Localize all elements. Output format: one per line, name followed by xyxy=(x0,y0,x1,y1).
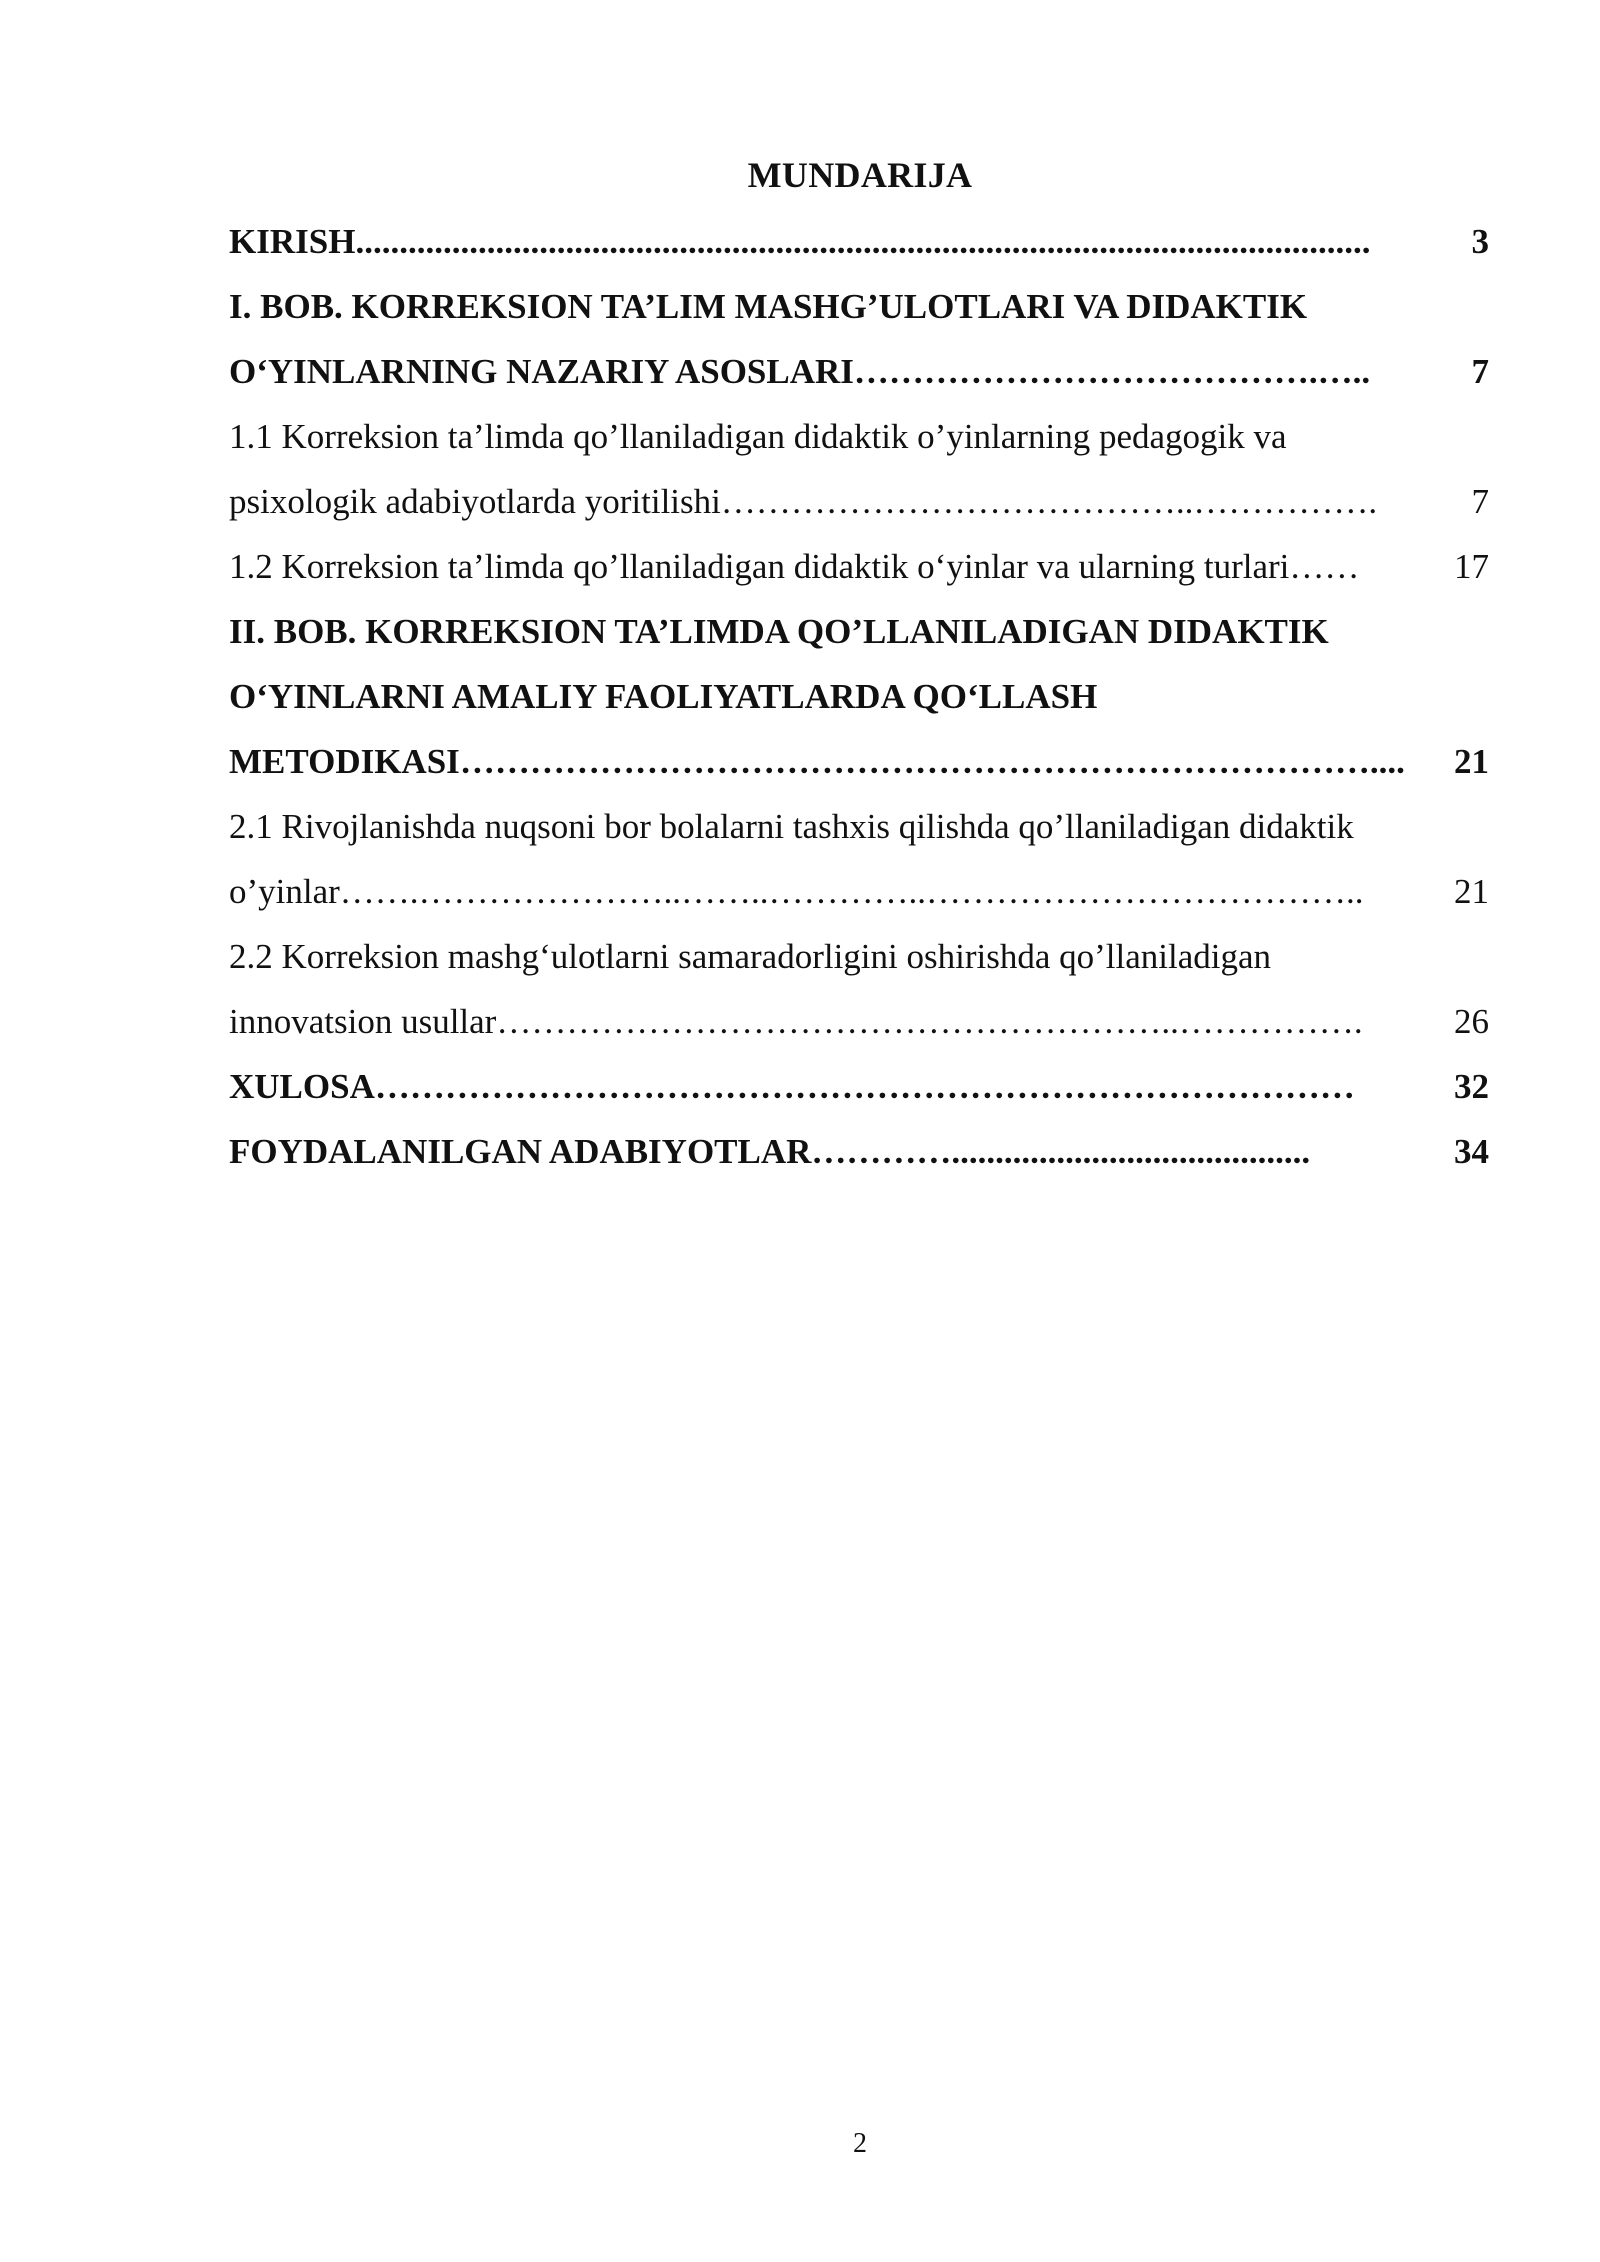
toc-page-number: 3 xyxy=(1471,222,1489,261)
toc-page-number: 7 xyxy=(1471,482,1489,521)
toc-section-2-2-line-1: 2.2 Korreksion mashg‘ulotlarni samaradorligini oshirishda qo’llaniladigan xyxy=(229,937,1272,976)
toc-leader-dots: …………………………………..……………. xyxy=(720,482,1378,521)
toc-chapter-2-line-2: O‘YINLARNI AMALIY FAOLIYATLARDA QO‘LLASH xyxy=(229,677,1098,716)
toc-page-number: 21 xyxy=(1454,742,1489,781)
toc-section-1-1-line-2 xyxy=(229,469,1489,534)
toc-leader-dots: .................................................................................................................... xyxy=(355,222,1371,261)
toc-page-number: 21 xyxy=(1454,872,1489,911)
toc-entry-label: XULOSA xyxy=(229,1067,375,1106)
toc-leader-dots: ………………………………………………………………………… xyxy=(374,1067,1355,1106)
table-of-contents xyxy=(229,209,1489,1184)
toc-entry-xulosa xyxy=(229,1054,1489,1119)
toc-entry-foydalanilgan-adabiyotlar xyxy=(229,1119,1489,1184)
toc-page-number: 26 xyxy=(1454,1002,1489,1041)
toc-entry-label: O‘YINLARNING NAZARIY ASOSLARI xyxy=(229,352,854,391)
toc-chapter-2-line-3 xyxy=(229,729,1489,794)
page-number: 2 xyxy=(853,2128,867,2159)
toc-entry-kirish xyxy=(229,209,1489,274)
toc-page-number: 17 xyxy=(1454,547,1489,586)
toc-section-1-2 xyxy=(229,534,1489,599)
toc-leader-dots: …………......................................... xyxy=(811,1132,1311,1171)
toc-entry-label: FOYDALANILGAN ADABIYOTLAR xyxy=(229,1132,812,1171)
toc-leader-dots: …………………………………………………..……………. xyxy=(496,1002,1363,1041)
toc-leader-dots: …………………………………………………………………….... xyxy=(459,742,1405,781)
toc-entry-label: 1.2 Korreksion ta’limda qo’llaniladigan didaktik o‘yinlar va ularning turlari xyxy=(229,547,1290,586)
toc-entry-label: KIRISH xyxy=(229,222,356,261)
toc-leader-dots: ………………………………….….. xyxy=(853,352,1371,391)
toc-section-2-1-line-1: 2.1 Rivojlanishda nuqsoni bor bolalarni tashxis qilishda qo’llaniladigan didaktik xyxy=(229,807,1354,846)
toc-section-2-1-line-2 xyxy=(229,859,1489,924)
toc-section-1-1-line-1: 1.1 Korreksion ta’limda qo’llaniladigan didaktik o’yinlarning pedagogik va xyxy=(229,417,1287,456)
toc-leader-dots: …… xyxy=(1289,547,1360,586)
toc-section-2-2-line-2 xyxy=(229,989,1489,1054)
toc-page-number: 7 xyxy=(1471,352,1489,391)
toc-entry-label: METODIKASI xyxy=(229,742,460,781)
toc-entry-label: innovatsion usullar xyxy=(229,1002,497,1041)
toc-leader-dots: …….…………………..……..…………..……………………………….. xyxy=(339,872,1364,911)
toc-chapter-2-line-1: II. BOB. KORREKSION TA’LIMDA QO’LLANILADIGAN DIDAKTIK xyxy=(229,612,1329,651)
toc-chapter-1-line-1: I. BOB. KORREKSION TA’LIM MASHG’ULOTLARI VA DIDAKTIK xyxy=(229,287,1308,326)
toc-page-number: 34 xyxy=(1454,1132,1489,1171)
toc-entry-label: psixologik adabiyotlarda yoritilishi xyxy=(229,482,721,521)
toc-chapter-1-line-2 xyxy=(229,339,1489,404)
toc-entry-label: o’yinlar xyxy=(229,872,340,911)
toc-page-number: 32 xyxy=(1454,1067,1489,1106)
page-title: MUNDARIJA xyxy=(747,155,973,195)
